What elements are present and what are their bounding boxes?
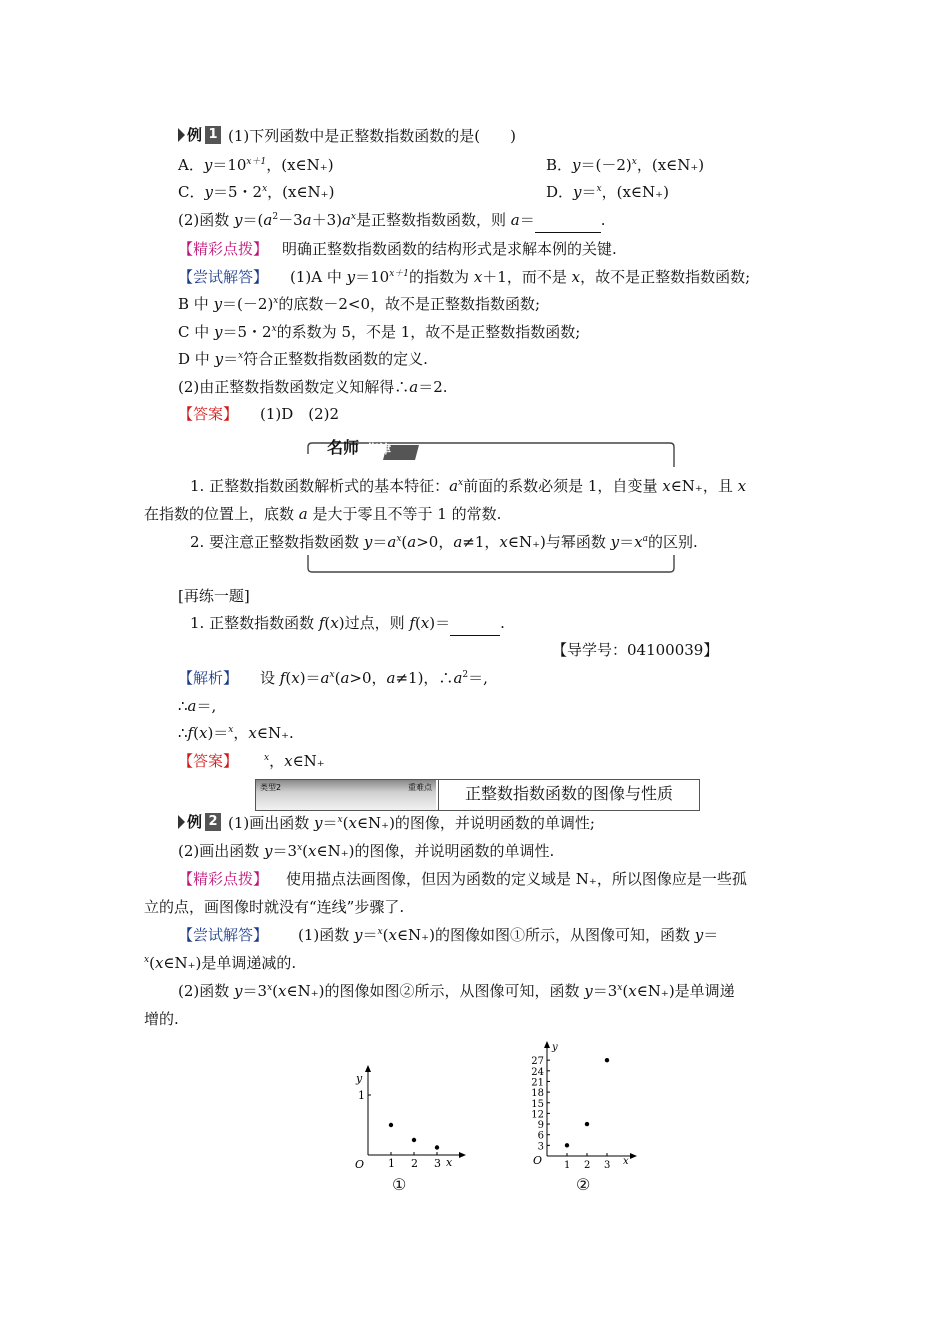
graph-1-caption: ① <box>392 1175 407 1194</box>
guide-number: 【导学号：04100039】 <box>552 641 719 659</box>
y-axis-arrow-icon <box>365 1065 371 1072</box>
y-tick-label: 1 <box>358 1089 365 1102</box>
graph-1 <box>340 1060 470 1170</box>
example-1-question-1: (1)下列函数中是正整数指数函数的是( ) <box>228 127 516 145</box>
type-2-banner <box>255 779 700 811</box>
answer-tag: 【答案】 <box>178 405 239 423</box>
example-2-try-1: 【尝试解答】 (1)函数 y＝$^x$(x∈N₊)的图像如图①所示，从图像可知，函数 y＝ <box>178 926 719 944</box>
x-tick-label: 1 <box>388 1157 395 1170</box>
example-1-badge <box>178 125 222 145</box>
example-2-try-3: (2)函数 $y=3^x(x\in N_+)$的图像如图②所示，从图像可知，函数 $y=3^x(x\in N_+)$是单调递 <box>178 982 735 1000</box>
solution-tag: 【解析】 <box>178 669 239 687</box>
graph-2-y-label: y <box>552 1042 558 1053</box>
hint-tag: 【精彩点拨】 <box>178 240 269 258</box>
try-tag: 【尝试解答】 <box>178 268 269 286</box>
graph-2-x-label: x <box>623 1156 629 1167</box>
data-point <box>435 1145 439 1149</box>
example-2-question-2: (2)画出函数 $y=3^x(x\in N_+)$的图像，并说明函数的单调性. <box>178 842 555 860</box>
data-point <box>605 1058 609 1062</box>
graph-2 <box>525 1038 645 1168</box>
example-2-try-2: $^x$(x∈N₊)是单调递减的. <box>144 954 297 972</box>
y-tick-label: 24 <box>531 1066 544 1078</box>
y-tick-label: 6 <box>537 1130 544 1142</box>
graph-2-caption: ② <box>576 1175 591 1194</box>
practice-solution-line-1: 【解析】 设 $f(x)=a^x(a>0$，a≠1)，$\therefore a^2=$, <box>178 669 488 687</box>
try-tag: 【尝试解答】 <box>178 926 269 944</box>
practice-question: 1. 正整数指数函数 f(x)过点，则 f(x)＝ . <box>190 613 505 636</box>
badge-triangle-icon <box>178 815 185 829</box>
y-tick-label: 21 <box>531 1077 544 1089</box>
example-1-try-line-2: B 中 $y=(-2)^x$的底数－2<0，故不是正整数指数函数; <box>178 295 541 313</box>
example-1-try-line-4: D 中 y＝$^x$符合正整数指数函数的定义. <box>178 350 428 368</box>
answer-blank <box>535 212 601 233</box>
practice-answer: 【答案】 $^x$，x∈N₊ <box>178 752 325 770</box>
example-1-try-line-5: (2)由正整数指数函数定义知解得∴a＝2. <box>178 378 448 396</box>
data-point <box>585 1122 589 1126</box>
practice-solution-line-2: ∴a＝, <box>178 697 217 715</box>
x-axis-arrow-icon <box>630 1153 637 1159</box>
data-point <box>412 1138 416 1142</box>
y-tick-label: 18 <box>531 1088 544 1100</box>
graph-2-origin: O <box>533 1154 543 1167</box>
example-2-hint-2: 立的点，画图像时就没有“连线”步骤了. <box>144 898 405 916</box>
example-1-answer: 【答案】 (1)D (2)2 <box>178 405 340 423</box>
data-point <box>565 1143 569 1147</box>
example-1-hint: 【精彩点拨】 明确正整数指数函数的结构形式是求解本例的关键. <box>178 240 617 258</box>
answer-tag: 【答案】 <box>178 752 239 770</box>
x-tick-label: 3 <box>434 1157 441 1170</box>
option-b: B．$y=(-2)^x$，(x∈N₊) <box>546 156 705 174</box>
practice-solution-line-3: ∴f(x)＝$^x$，x∈N₊. <box>178 724 294 742</box>
example-2-hint-1: 【精彩点拨】 使用描点法画图像，但因为函数的定义域是 N₊，所以图像应是一些孤 <box>178 870 747 888</box>
graph-1-y-label: y <box>356 1072 363 1085</box>
x-tick-label: 2 <box>411 1157 418 1170</box>
y-tick-label: 27 <box>531 1056 544 1068</box>
tips-line-1: 1. 正整数指数函数解析式的基本特征：$a^x$前面的系数必须是 1，自变量 x∈N₊，且 x <box>190 477 747 495</box>
example-1-try-line-1: 【尝试解答】 (1)A 中 $y=10^{x+1}$的指数为 x＋1，而不是 x，故不是正整数指数函数; <box>178 268 751 286</box>
type-title: 正整数指数函数的图像与性质 <box>438 780 699 810</box>
example-2-try-4: 增的. <box>144 1010 179 1028</box>
x-tick-label: 2 <box>584 1160 591 1168</box>
practice-blank <box>450 615 500 636</box>
x-tick-label: 1 <box>564 1160 571 1168</box>
option-a: A．$y=10^{x+1}$，(x∈N₊) <box>178 156 334 174</box>
graph-1-x-label: x <box>446 1156 453 1169</box>
y-tick-label: 3 <box>537 1141 544 1153</box>
option-c: C．y＝5・2$^x$，(x∈N₊) <box>178 183 335 201</box>
example-2-badge: 例 2 <box>178 812 222 832</box>
type-difficulty: 重难点 <box>408 783 432 792</box>
graph-1-origin: O <box>355 1158 365 1170</box>
y-tick-label: 9 <box>537 1120 544 1132</box>
type-label: 类型2 <box>260 783 282 792</box>
option-d: D．y＝$^x$，(x∈N₊) <box>546 183 669 201</box>
x-tick-label: 3 <box>604 1160 611 1168</box>
example-label: 例 <box>187 126 203 144</box>
hint-tag: 【精彩点拨】 <box>178 870 269 888</box>
example-1-question-2: (2)函数 $y=(a^2-3a+3)a^x$是正整数指数函数，则 a＝ . <box>178 210 606 233</box>
x-axis-arrow-icon <box>459 1152 466 1158</box>
example-1-try-line-3: C 中 y＝5・2$^x$的系数为 5，不是 1，故不是正整数指数函数; <box>178 323 581 341</box>
example-1-question-line <box>178 125 516 146</box>
type-label-area <box>256 780 436 810</box>
practice-heading: [再练一题] <box>178 587 250 605</box>
badge-triangle-icon <box>178 128 185 142</box>
tips-title: 名师 指津 <box>327 438 392 457</box>
y-tick-label: 12 <box>531 1109 544 1121</box>
tips-line-3: 2. 要注意正整数指数函数 $y=a^x(a>0$，a≠1，x∈N₊)与幂函数 $y=x^a$的区别. <box>190 533 698 551</box>
tips-title-highlight: 指津 <box>367 442 392 456</box>
example-2-question-1: 例 2 (1)画出函数 y＝$^x$(x∈N₊)的图像，并说明函数的单调性; <box>178 812 595 833</box>
data-point <box>389 1123 393 1127</box>
y-tick-label: 15 <box>531 1098 544 1110</box>
y-axis-arrow-icon <box>544 1041 550 1048</box>
example-number: 1 <box>205 126 221 144</box>
tips-line-2: 在指数的位置上，底数 a 是大于零且不等于 1 的常数. <box>144 505 502 523</box>
